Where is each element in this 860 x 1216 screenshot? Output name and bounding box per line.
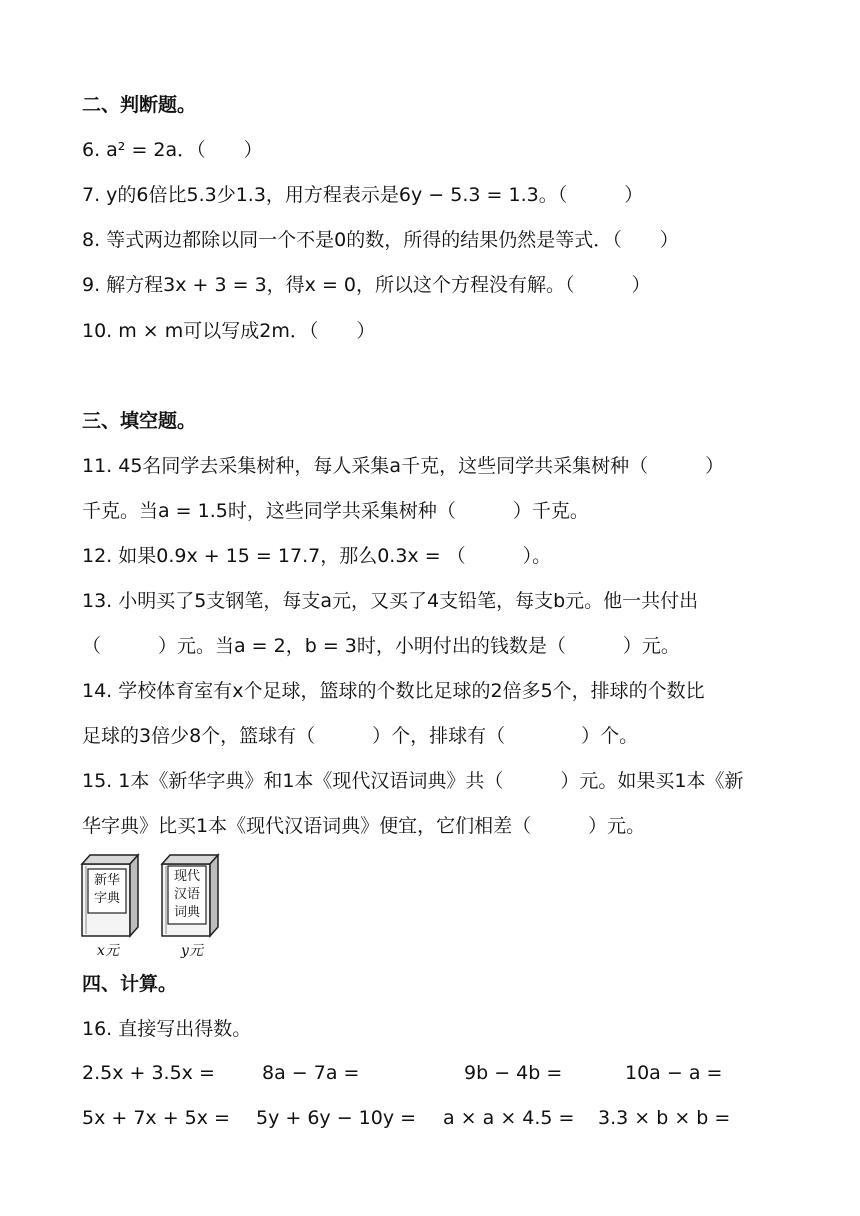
- book-modern-chinese-dictionary: [160, 852, 220, 959]
- book-xinhua-dictionary: [80, 852, 140, 959]
- book-price-caption: x元: [97, 943, 119, 959]
- question-13-line2: （ ）元。当a = 2，b = 3时，小明付出的钱数是（ ）元。: [82, 635, 680, 657]
- calc-row1-item3: 9b − 4b =: [464, 1062, 563, 1084]
- section-title-judgement: 二、判断题。: [82, 94, 197, 116]
- question-11-line1: 11. 45名同学去采集树种，每人采集a千克，这些同学共采集树种（ ）: [82, 455, 725, 477]
- question-12: 12. 如果0.9x + 15 = 17.7，那么0.3x = （ ）。: [82, 545, 552, 567]
- book-title-line1: 现代: [173, 869, 200, 884]
- section-title-fill-blank: 三、填空题。: [82, 410, 197, 432]
- book-price-caption: y元: [181, 943, 203, 959]
- question-15-line1: 15. 1本《新华字典》和1本《现代汉语词典》共（ ）元。如果买1本《新: [82, 770, 744, 792]
- question-9: 9. 解方程3x + 3 = 3，得x = 0，所以这个方程没有解。（ ）: [82, 274, 651, 296]
- question-14-line1: 14. 学校体育室有x个足球，篮球的个数比足球的2倍多5个，排球的个数比: [82, 680, 705, 702]
- question-8: 8. 等式两边都除以同一个不是0的数，所得的结果仍然是等式．（ ）: [82, 229, 679, 251]
- calc-row1-item1: 2.5x + 3.5x =: [82, 1062, 215, 1084]
- question-16: 16. 直接写出得数。: [82, 1018, 252, 1040]
- question-15-line2: 华字典》比买1本《现代汉语词典》便宜，它们相差（ ）元。: [82, 815, 646, 837]
- question-7: 7. y的6倍比5.3少1.3，用方程表示是6y − 5.3 = 1.3。（ ）: [82, 184, 644, 206]
- book-title-line1: 新华: [93, 873, 120, 888]
- question-10: 10. m × m可以写成2m．（ ）: [82, 320, 376, 342]
- calc-row1-item2: 8a − 7a =: [262, 1062, 360, 1084]
- book-title-line3: 词典: [173, 905, 200, 920]
- question-14-line2: 足球的3倍少8个，篮球有（ ）个，排球有（ ）个。: [82, 725, 639, 747]
- question-13-line1: 13. 小明买了5支钢笔，每支a元，又买了4支铅笔，每支b元。他一共付出: [82, 590, 699, 612]
- calc-row2-item2: 5y + 6y − 10y =: [256, 1107, 417, 1129]
- question-11-line2: 千克。当a = 1.5时，这些同学共采集树种（ ）千克。: [82, 500, 589, 522]
- book-title-line2: 汉语: [173, 887, 200, 902]
- calc-row2-item1: 5x + 7x + 5x =: [82, 1107, 230, 1129]
- calc-row1-item4: 10a − a =: [625, 1062, 723, 1084]
- book-title-line2: 字典: [93, 891, 120, 906]
- question-6: 6. a² = 2a．（ ）: [82, 139, 263, 161]
- section-title-calculation: 四、计算。: [82, 973, 178, 995]
- calc-row2-item3: a × a × 4.5 =: [443, 1107, 575, 1129]
- calc-row2-item4: 3.3 × b × b =: [598, 1107, 731, 1129]
